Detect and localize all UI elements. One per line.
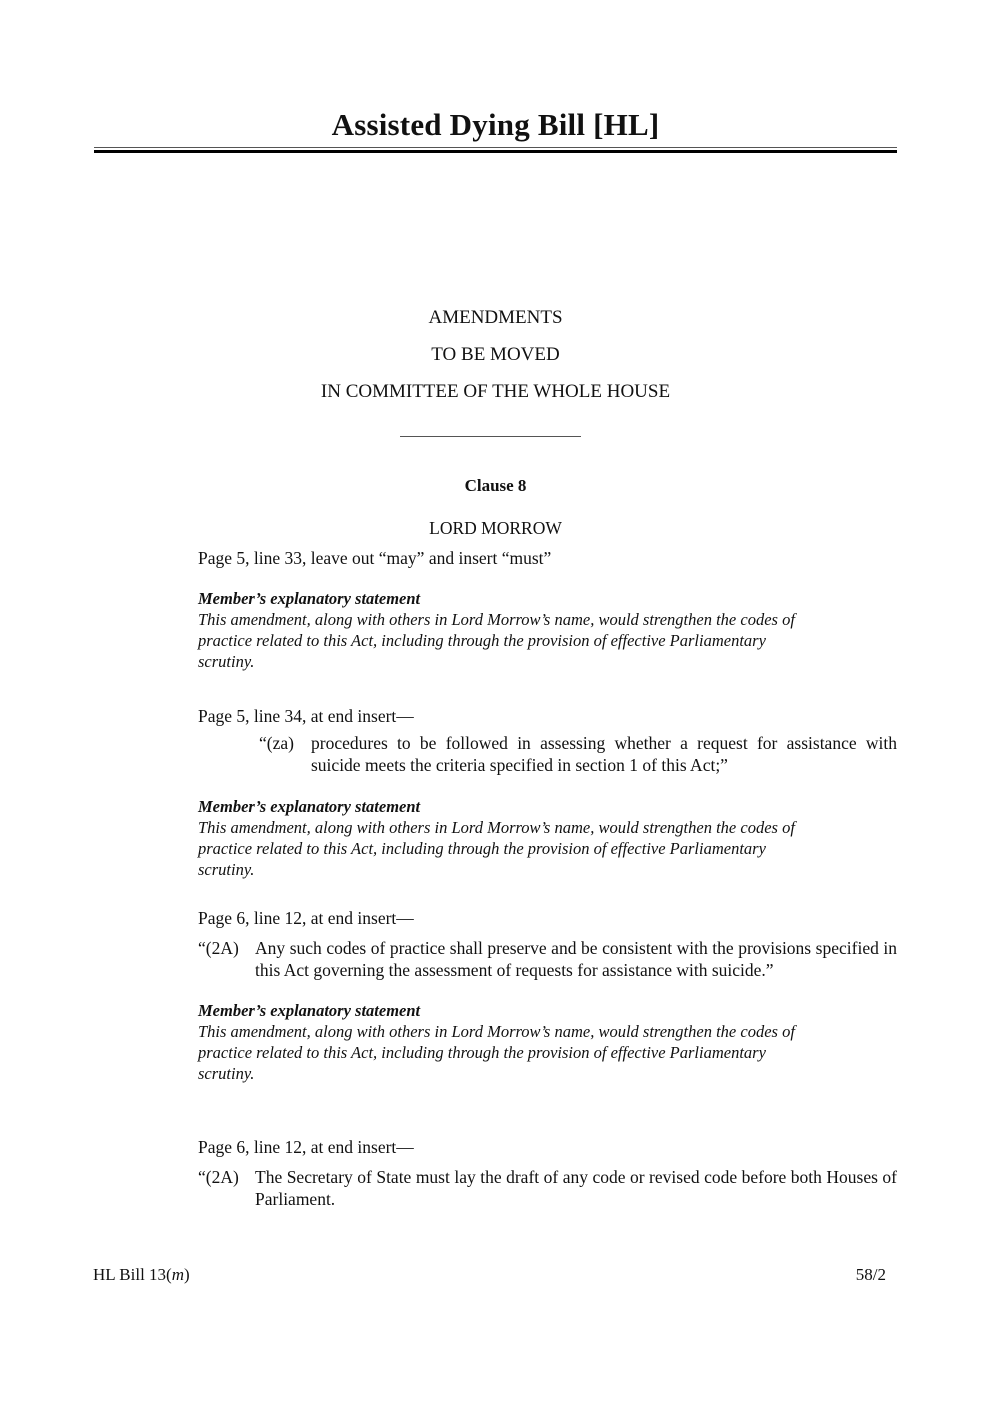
amendment-instruction: Page 5, line 34, at end insert— bbox=[198, 706, 414, 726]
statement-line: This amendment, along with others in Lord Morrow’s name, would strengthen the codes of bbox=[198, 1022, 795, 1041]
statement-line: practice related to this Act, including through the provision of effective Parliamentary bbox=[198, 839, 766, 858]
amendment-3 bbox=[198, 907, 897, 1084]
inserted-text-block bbox=[259, 732, 897, 776]
statement-line: This amendment, along with others in Lord Morrow’s name, would strengthen the codes of bbox=[198, 818, 795, 837]
statement-line: scrutiny. bbox=[198, 1064, 255, 1083]
title-rule-thick bbox=[94, 150, 897, 153]
member-name: LORD MORROW bbox=[429, 518, 562, 538]
amendment-4 bbox=[198, 1136, 897, 1210]
amendment-instruction: Page 5, line 33, leave out “may” and insert “must” bbox=[198, 548, 552, 568]
title-rule-thin bbox=[94, 147, 897, 148]
explanatory-statement-text bbox=[198, 1021, 888, 1084]
amendment-instruction: Page 6, line 12, at end insert— bbox=[198, 908, 414, 928]
insert-label: “(za) bbox=[259, 733, 294, 753]
page-reference: 58/2 bbox=[855, 1265, 886, 1284]
section-divider bbox=[400, 436, 581, 437]
page-title: Assisted Dying Bill [HL] bbox=[331, 107, 660, 142]
statement-line: scrutiny. bbox=[198, 860, 255, 879]
explanatory-statement-heading: Member’s explanatory statement bbox=[198, 1001, 421, 1020]
bill-ref-prefix: HL Bill 13( bbox=[93, 1265, 172, 1284]
statement-line: practice related to this Act, including through the provision of effective Parliamentary bbox=[198, 1043, 766, 1062]
insert-text: procedures to be followed in assessing whether a request for assistance with suicide meets the criteria specified in section 1 of this Act;” bbox=[311, 733, 897, 775]
statement-line: practice related to this Act, including through the provision of effective Parliamentary bbox=[198, 631, 766, 650]
amendment-instruction: Page 6, line 12, at end insert— bbox=[198, 1137, 414, 1157]
heading-to-be-moved: TO BE MOVED bbox=[431, 344, 560, 365]
insert-label: “(2A) bbox=[198, 1167, 239, 1187]
heading-committee: IN COMMITTEE OF THE WHOLE HOUSE bbox=[320, 381, 671, 402]
bill-ref-italic: m bbox=[171, 1265, 184, 1284]
explanatory-statement-text bbox=[198, 609, 888, 672]
explanatory-statement-text bbox=[198, 817, 888, 880]
inserted-text-block bbox=[198, 937, 897, 981]
insert-label: “(2A) bbox=[198, 938, 239, 958]
statement-line: scrutiny. bbox=[198, 652, 255, 671]
amendment-1 bbox=[198, 547, 897, 672]
insert-text: Any such codes of practice shall preserve and be consistent with the provisions specified in this Act governing the assessment of requests for assistance with suicide.” bbox=[255, 938, 897, 980]
amendment-2 bbox=[198, 705, 897, 880]
inserted-text-block bbox=[198, 1166, 897, 1210]
bill-reference bbox=[93, 1264, 190, 1286]
clause-heading: Clause 8 bbox=[464, 476, 527, 495]
statement-line: This amendment, along with others in Lord Morrow’s name, would strengthen the codes of bbox=[198, 610, 795, 629]
bill-ref-suffix: ) bbox=[183, 1265, 190, 1284]
explanatory-statement-heading: Member’s explanatory statement bbox=[198, 797, 421, 816]
explanatory-statement-heading: Member’s explanatory statement bbox=[198, 589, 421, 608]
heading-amendments: AMENDMENTS bbox=[428, 307, 563, 328]
insert-text: The Secretary of State must lay the draft of any code or revised code before both Houses of Parliament. bbox=[255, 1167, 897, 1209]
